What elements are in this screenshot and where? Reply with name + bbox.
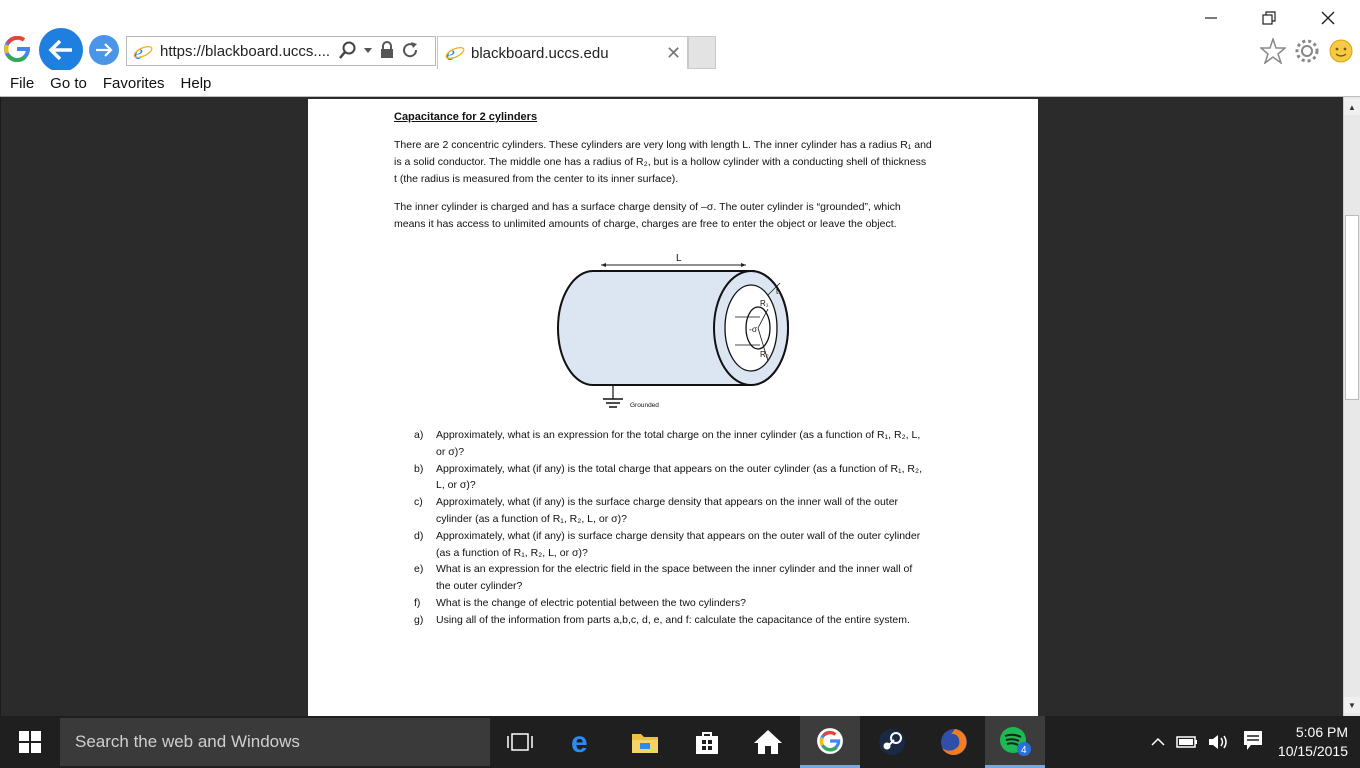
folder-icon: [631, 730, 659, 754]
question-line: or σ)?: [436, 445, 465, 458]
question-letter: e): [414, 563, 424, 576]
tab-title: blackboard.uccs.edu: [471, 45, 609, 62]
back-arrow-icon: [48, 39, 74, 61]
paragraph-charge: [394, 199, 954, 233]
r2-label: R₂: [760, 350, 769, 359]
google-taskbar-icon: [816, 727, 844, 755]
r1-label: R₁: [760, 299, 769, 308]
question-g: [414, 612, 954, 629]
question-line: Approximately, what (if any) is the total charge that appears on the outer cylinder (as a function of R₁, R₂,: [436, 462, 922, 475]
question-e: [414, 561, 954, 595]
address-url[interactable]: https://blackboard.uccs....: [160, 43, 331, 60]
task-view-icon: [507, 731, 533, 753]
home-button[interactable]: [738, 716, 798, 768]
steam-button[interactable]: [862, 716, 922, 768]
edge-icon: [569, 728, 597, 756]
ground-label: Grounded: [630, 402, 659, 409]
paragraph-line: There are 2 concentric cylinders. These cylinders are very long with length L. The inner cylinder has a radius R₁ and: [394, 139, 932, 151]
restore-icon: [1262, 11, 1276, 25]
home-icon: [753, 729, 783, 755]
menu-bar: [0, 70, 1360, 97]
taskbar: [0, 716, 1360, 768]
steam-icon: [877, 727, 907, 757]
address-bar[interactable]: [126, 36, 436, 66]
close-window-button[interactable]: [1305, 4, 1351, 32]
cylinder-diagram: [538, 249, 798, 419]
system-tray: [1150, 716, 1230, 768]
question-a: [414, 427, 954, 461]
close-icon: [1321, 11, 1335, 25]
document-title: Capacitance for 2 cylinders: [394, 111, 538, 123]
new-tab-button[interactable]: [688, 36, 716, 69]
clock-time: 5:06 PM: [1295, 724, 1348, 740]
clock-date: 10/15/2015: [1277, 743, 1348, 759]
svg-text:e: e: [571, 728, 588, 756]
question-line: the outer cylinder?: [436, 580, 523, 593]
length-label: L: [676, 253, 682, 264]
paragraph-intro: [394, 137, 954, 188]
vertical-scrollbar[interactable]: [1343, 97, 1360, 716]
spotify-icon: [998, 725, 1032, 757]
task-view-button[interactable]: [490, 716, 550, 768]
store-button[interactable]: [677, 716, 737, 768]
question-line: Approximately, what (if any) is the surface charge density that appears on the inner wall of the outer: [436, 496, 899, 509]
paragraph-line: is a solid conductor. The middle one has a radius of R₂, but is a hollow cylinder with a conducting shell of thickness: [394, 156, 927, 168]
volume-icon[interactable]: [1208, 733, 1230, 751]
menu-file[interactable]: File: [10, 74, 35, 92]
menu-favorites[interactable]: Favorites: [102, 74, 165, 92]
question-line: Approximately, what is an expression for the total charge on the inner cylinder (as a function of R₁, R₂, L,: [436, 429, 921, 441]
firefox-icon: [939, 727, 969, 757]
question-letter: d): [414, 529, 424, 542]
battery-icon[interactable]: [1176, 734, 1198, 750]
question-letter: g): [414, 613, 424, 626]
question-line: Using all of the information from parts a,b,c, d, e, and f: calculate the capacitance of the entire system.: [436, 613, 910, 626]
start-button[interactable]: [0, 716, 60, 768]
question-letter: c): [414, 496, 423, 509]
smiley-feedback-icon[interactable]: [1328, 38, 1354, 64]
taskbar-search-box[interactable]: [60, 718, 490, 766]
question-c: [414, 494, 954, 528]
question-letter: f): [414, 596, 421, 609]
svg-text:e: e: [134, 42, 143, 62]
question-line: What is an expression for the electric field in the space between the inner cylinder and the inner wall of: [436, 563, 913, 576]
title-bar: [0, 0, 1360, 70]
scroll-down-button[interactable]: ▼: [1344, 697, 1360, 713]
question-letter: b): [414, 462, 424, 475]
question-b: [414, 461, 954, 495]
sigma-label: -σ: [749, 324, 758, 334]
favorites-star-icon[interactable]: [1260, 38, 1286, 64]
ie-tab-icon: [445, 43, 465, 63]
question-line: cylinder (as a function of R₁, R₂, L, or σ)?: [436, 512, 627, 525]
pdf-viewer[interactable]: [0, 97, 1343, 716]
search-placeholder: Search the web and Windows: [75, 732, 300, 751]
ie-icon: [133, 42, 153, 62]
thickness-label: t: [776, 287, 779, 296]
question-line: L, or σ)?: [436, 479, 476, 492]
spotify-button[interactable]: [985, 716, 1045, 768]
minimize-icon: [1204, 11, 1218, 25]
refresh-icon[interactable]: [401, 41, 419, 59]
back-button[interactable]: [39, 28, 83, 72]
paragraph-line: t (the radius is measured from the center to its inner surface).: [394, 173, 679, 185]
question-line: (as a function of R₁, R₂, L, or σ)?: [436, 546, 588, 559]
scroll-thumb[interactable]: [1345, 215, 1359, 400]
pdf-page: [308, 99, 1038, 716]
chevron-down-icon[interactable]: [363, 41, 373, 59]
svg-text:e: e: [446, 43, 455, 63]
scroll-up-button[interactable]: ▲: [1344, 99, 1360, 115]
question-d: [414, 528, 954, 562]
forward-button[interactable]: [89, 35, 119, 65]
restore-button[interactable]: [1246, 4, 1292, 32]
chrome-google-button[interactable]: [800, 716, 860, 768]
edge-taskbar-button[interactable]: [553, 716, 613, 768]
question-letter: a): [414, 429, 424, 441]
question-line: What is the change of electric potential between the two cylinders?: [436, 596, 746, 609]
search-icon[interactable]: [339, 41, 357, 59]
system-clock[interactable]: [1278, 723, 1348, 761]
file-explorer-button[interactable]: [615, 716, 675, 768]
question-list: [414, 427, 954, 629]
tab-close-icon[interactable]: ✕: [666, 43, 682, 63]
question-line: Approximately, what (if any) is surface charge density that appears on the outer wall of the outer cylinder: [436, 529, 921, 542]
minimize-button[interactable]: [1188, 4, 1234, 32]
paragraph-line: The inner cylinder is charged and has a surface charge density of –σ. The outer cylinder is “grounded”, which: [394, 201, 901, 213]
firefox-button[interactable]: [924, 716, 984, 768]
menu-help[interactable]: Help: [180, 74, 212, 92]
question-f: [414, 595, 954, 612]
spotify-badge: 4: [1021, 744, 1027, 756]
tab-blackboard[interactable]: [437, 36, 688, 69]
chevron-up-icon[interactable]: [1150, 734, 1166, 750]
store-bag-icon: [694, 729, 720, 755]
lock-icon[interactable]: [379, 41, 395, 59]
windows-icon: [19, 731, 41, 753]
action-center-icon[interactable]: [1243, 730, 1263, 752]
forward-arrow-icon: [95, 43, 113, 57]
gear-icon[interactable]: [1294, 38, 1320, 64]
paragraph-line: means it has access to unlimited amounts of charge, charges are free to enter the object or leave the object.: [394, 218, 897, 230]
menu-go-to[interactable]: Go to: [50, 74, 87, 92]
google-icon[interactable]: [4, 36, 30, 62]
